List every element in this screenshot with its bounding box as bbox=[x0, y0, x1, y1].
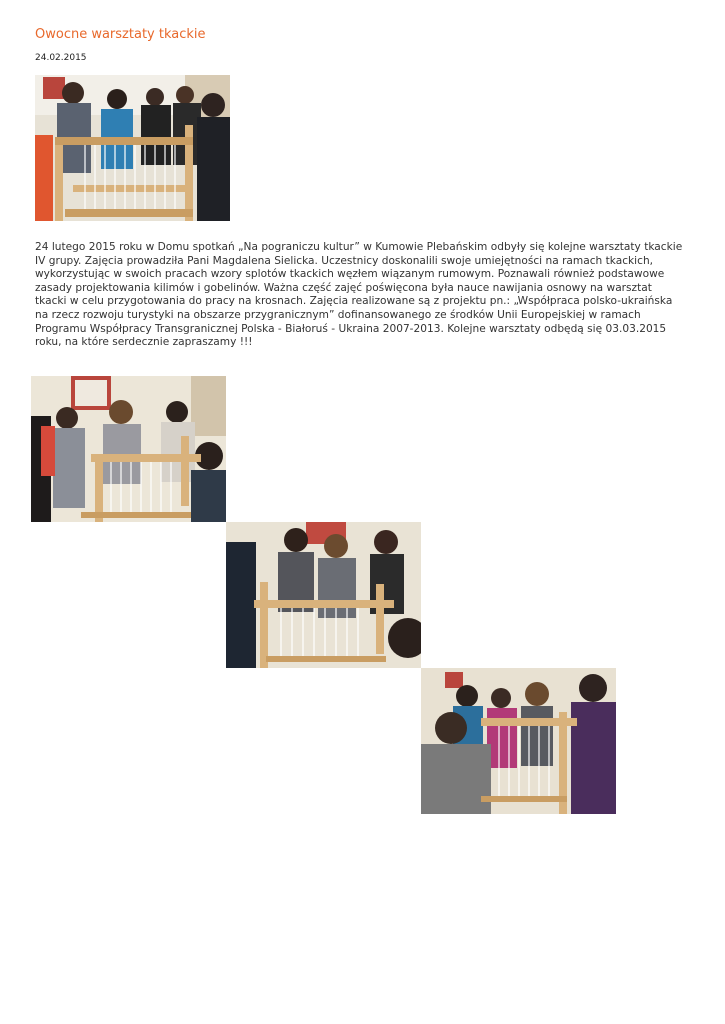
photo-weaving-workshop-main bbox=[35, 75, 230, 221]
article-date: 24.02.2015 bbox=[35, 53, 87, 63]
photo-weaving-workshop-2 bbox=[226, 522, 421, 668]
article-body: 24 lutego 2015 roku w Domu spotkań „Na pograniczu kultur” w Kumowie Plebańskim odbyły się kolejne warsztaty tkackie IV grupy. Zajęcia prowadziła Pani Magdalena Sielicka. Uczestnicy doskonalili swoje umiejętności na ramach tkackich, wykorzystując w swoich pracach wzory splotów tkackich węzłem wiązanym rumowym. Poznawali również podstawowe zasady projektowania kilimów i gobelinów. Ważna część zajęć poświęcona była nauce nawijania osnowy na warsztat tkacki w celu przygotowania do pracy na krosnach. Zajęcia realizowane są z projektu pn.: „Współpraca polsko-ukraińska na rzecz rozwoju turystyki na obszarze przygranicznym” dofinansowanego ze środków Unii Europejskiej w ramach Programu Współpracy Transgranicznej Polska - Białoruś - Ukraina 2007-2013. Kolejne warsztaty odbędą się 03.03.2015 roku, na które serdecznie zapraszamy !!! bbox=[35, 241, 683, 349]
photo-weaving-workshop-1 bbox=[31, 376, 226, 522]
article-title: Owocne warsztaty tkackie bbox=[35, 27, 206, 42]
photo-weaving-workshop-3 bbox=[421, 668, 616, 814]
